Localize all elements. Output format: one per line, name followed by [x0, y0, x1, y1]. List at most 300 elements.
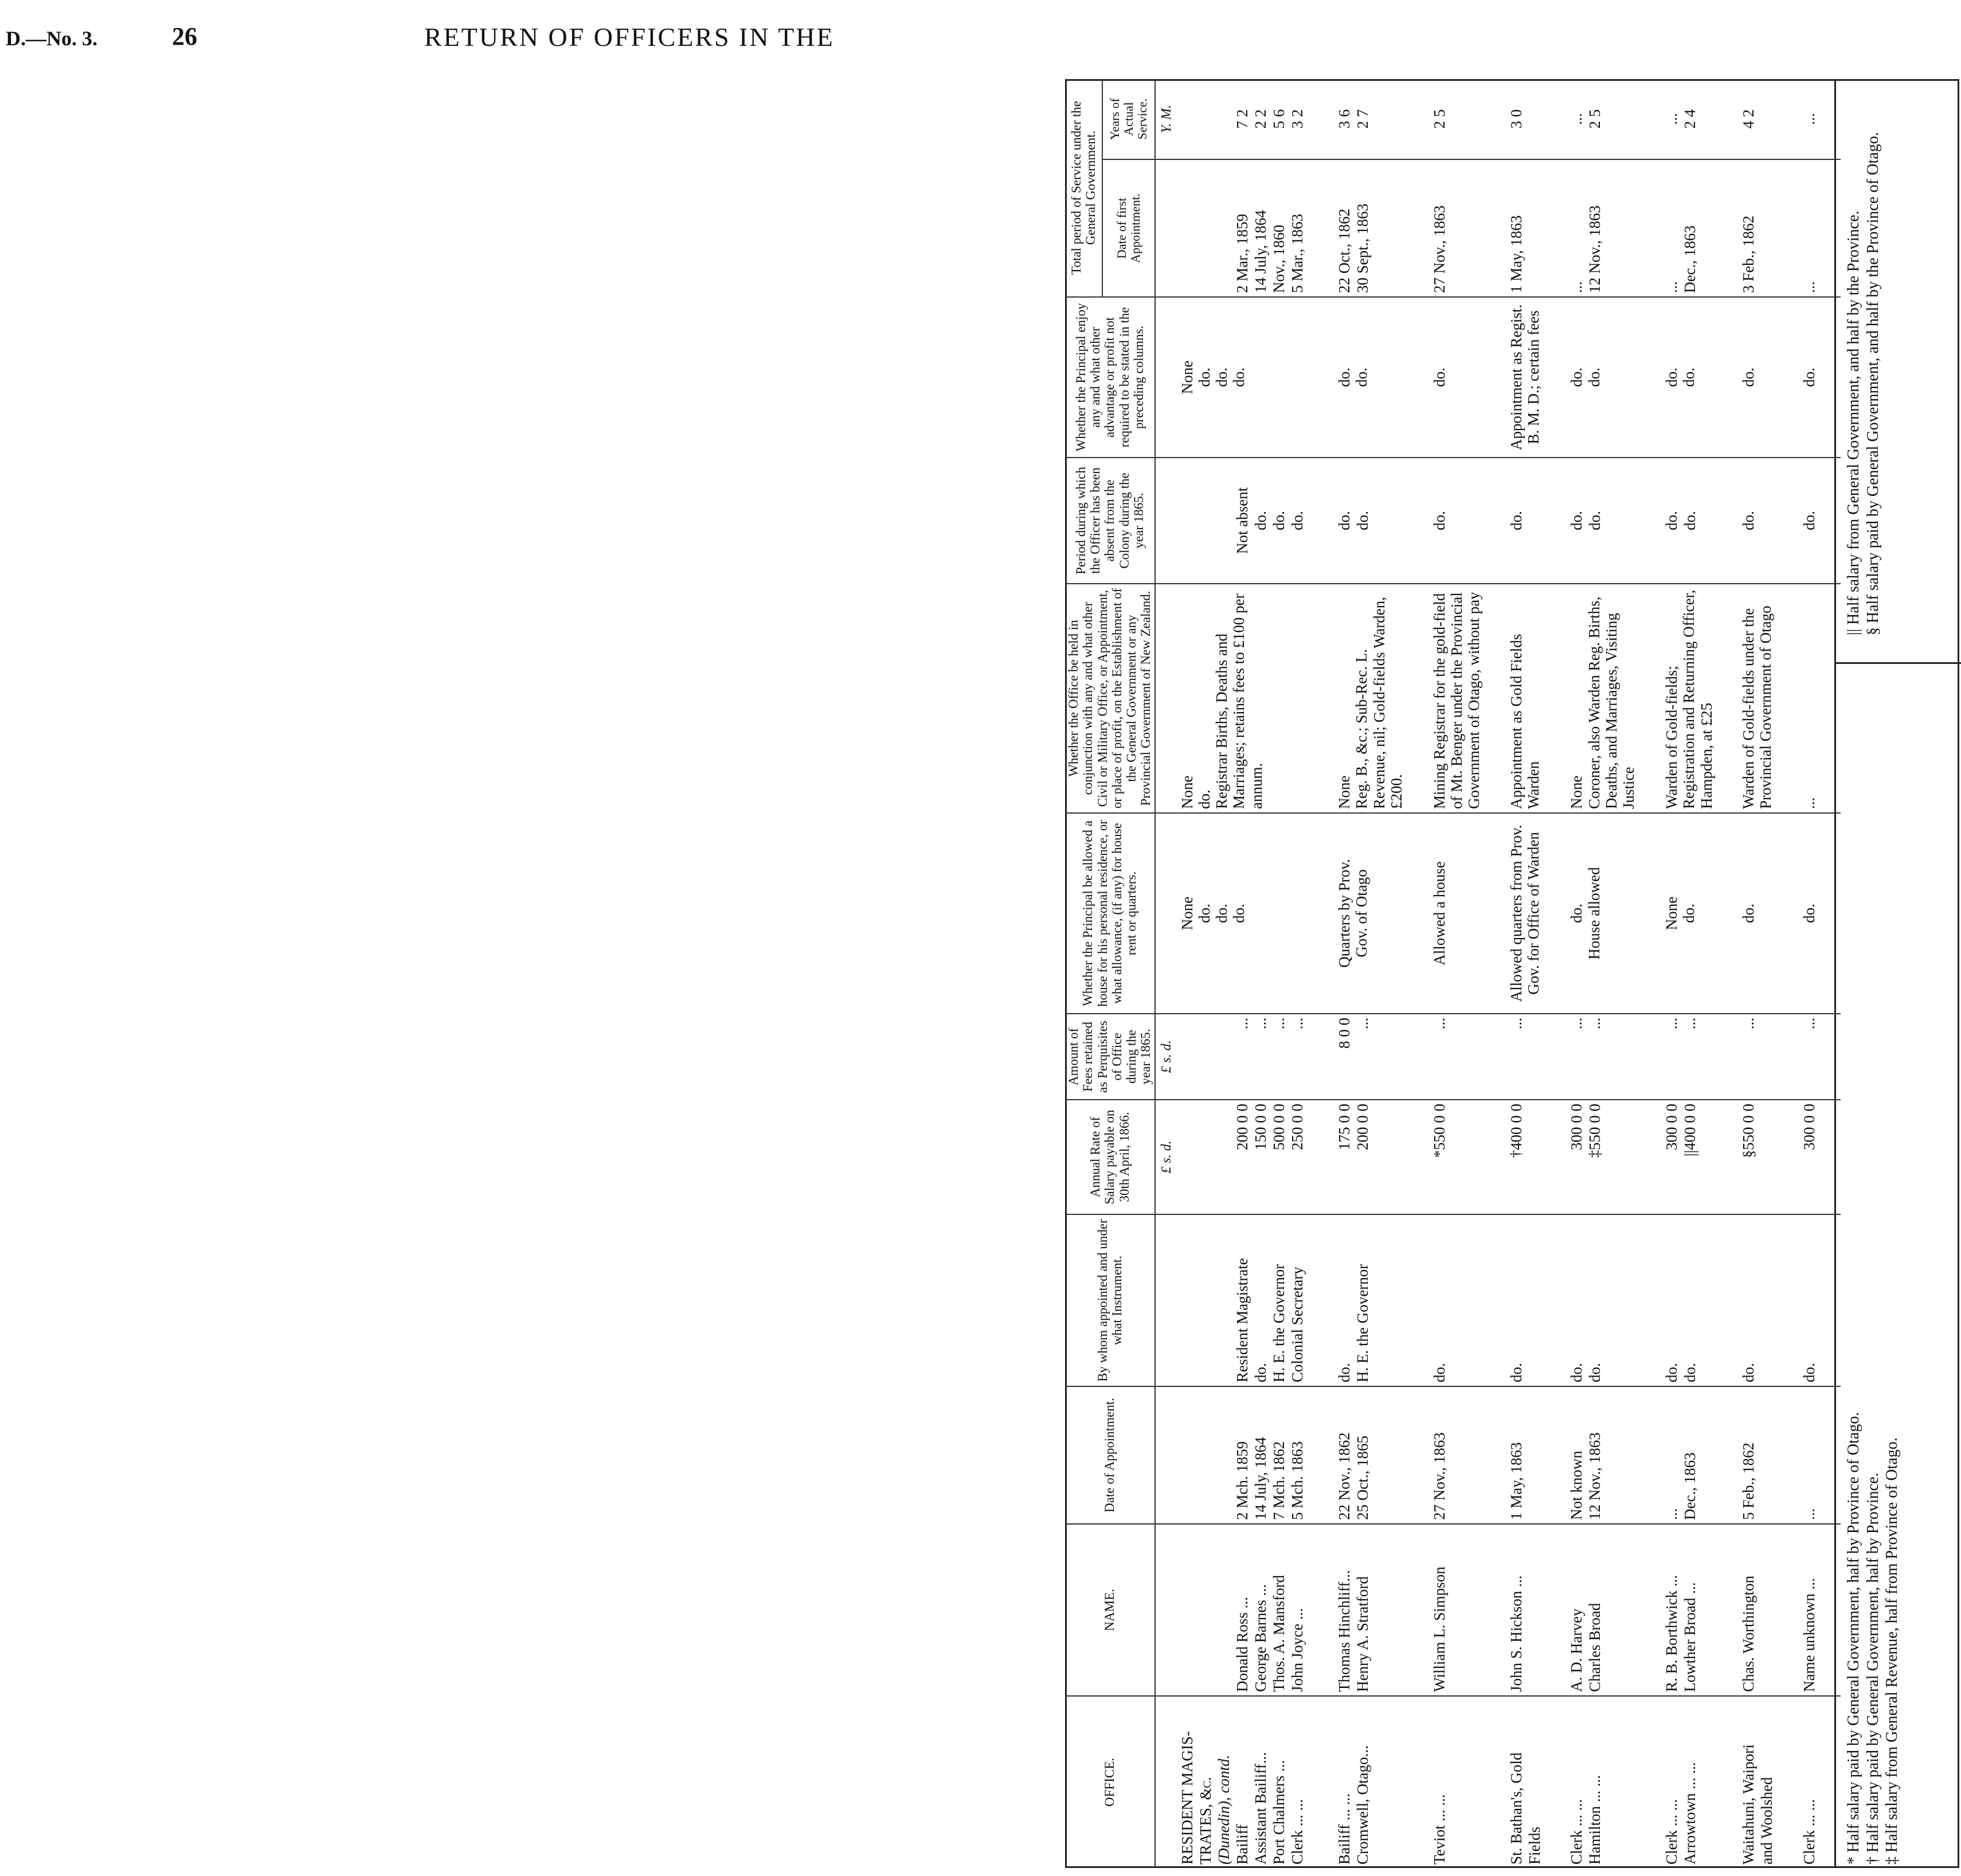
line: Not absent [1233, 487, 1251, 554]
cell-name [1430, 1524, 1487, 1696]
line: Bailiff [1233, 1824, 1251, 1865]
line: do. [1196, 904, 1214, 923]
line [1179, 1018, 1197, 1096]
line [1197, 1528, 1215, 1692]
line: ... [1681, 1018, 1699, 1030]
line: do. [1680, 368, 1698, 387]
line: Clerk ... ... [1663, 1799, 1681, 1865]
line: Donald Ross ... [1233, 1597, 1251, 1692]
col-name: NAME. [1065, 1524, 1155, 1696]
line: Gov. of Otago [1353, 869, 1371, 957]
line: TRATES, &c. [1196, 1777, 1214, 1865]
cell-name [1506, 1524, 1548, 1696]
line: do. [1681, 1363, 1699, 1382]
line: 22 Nov., 1862 [1336, 1432, 1353, 1520]
line: ... [1663, 1018, 1681, 1030]
line: 2 4 [1681, 109, 1699, 129]
line [1215, 1104, 1234, 1210]
line [1215, 462, 1234, 580]
line: do. [1568, 1363, 1586, 1382]
cell-office [1567, 1696, 1642, 1868]
cell-date [1799, 1386, 1821, 1524]
line: ... [1354, 1018, 1372, 1030]
cell-by-whom [1739, 1214, 1780, 1386]
cell-years [1177, 79, 1315, 159]
cell-first-appt [1799, 159, 1821, 297]
line: do. [1800, 368, 1818, 387]
cell-years [1567, 79, 1642, 159]
cell-fees [1662, 1014, 1719, 1100]
line: do. [1354, 511, 1372, 530]
cell-salary [1506, 1100, 1548, 1214]
line: Henry A. Stratford [1354, 1576, 1372, 1692]
line: Arrowtown ... ... [1681, 1762, 1699, 1865]
cell-name [1662, 1524, 1719, 1696]
cell-conjunction [1739, 584, 1780, 813]
cell-name [1177, 1524, 1315, 1696]
line: None [1178, 360, 1196, 394]
line: *550 0 0 [1430, 1104, 1448, 1158]
cell-absent [1177, 458, 1315, 584]
line: 5 Mch. 1863 [1288, 1441, 1306, 1520]
line: H. E. the Governor [1354, 1264, 1372, 1382]
line: 3 2 [1288, 109, 1306, 129]
footnote-double-dagger: ‡ Half salary from General Revenue, half from Province of Otago. [1883, 1437, 1901, 1865]
line: do. [1681, 511, 1699, 530]
line: John Joyce ... [1288, 1608, 1306, 1692]
cell-absent [1799, 458, 1821, 584]
page-number: 26 [172, 22, 197, 50]
page-title: RETURN OF OFFICERS IN THE [424, 22, 835, 52]
line: ... [1586, 1018, 1604, 1030]
line [1197, 1104, 1215, 1210]
line: do. [1336, 1363, 1353, 1382]
line: do. [1585, 368, 1603, 387]
table-row [1739, 79, 1780, 1868]
line: do. [1800, 904, 1818, 923]
line: ... [1568, 1018, 1586, 1030]
unit-fees: £ s. d. [1155, 1014, 1177, 1100]
cell-first-appt [1334, 159, 1410, 297]
unit-years: Y. M. [1158, 104, 1174, 134]
cell-first-appt [1177, 159, 1315, 297]
line: Name unknown ... [1800, 1578, 1818, 1692]
line [1215, 1018, 1234, 1096]
cell-conjunction [1334, 584, 1410, 813]
line: 200 0 0 [1354, 1104, 1372, 1150]
table-row [1799, 79, 1821, 1868]
line: and Woolshed [1758, 1777, 1775, 1865]
line: Waitahuni, Waipori [1739, 1744, 1757, 1865]
line: Allowed a house [1430, 861, 1448, 966]
line: †400 0 0 [1507, 1104, 1525, 1158]
line: ... [1663, 1508, 1681, 1520]
cell-advantage [1177, 297, 1315, 458]
cell-salary [1662, 1100, 1719, 1214]
line: 7 2 [1233, 109, 1251, 129]
cell-office [1177, 1696, 1315, 1868]
line: ||400 0 0 [1681, 1104, 1699, 1156]
line: 500 0 0 [1270, 1104, 1287, 1150]
cell-house [1506, 813, 1548, 1014]
col-total-service: Total period of Service under the General Government. [1065, 79, 1102, 297]
cell-house [1799, 813, 1821, 1014]
line: Port Chalmers ... [1270, 1760, 1287, 1865]
line [1179, 1390, 1197, 1520]
line [1197, 1018, 1215, 1096]
cell-date [1662, 1386, 1719, 1524]
line: Chas. Worthington [1739, 1576, 1757, 1692]
row-spacer [1315, 79, 1334, 1868]
row-spacer [1410, 79, 1430, 1868]
line: Teviot ... ... [1430, 1794, 1448, 1865]
line: 2 2 [1251, 109, 1269, 129]
cell-advantage [1506, 297, 1548, 458]
line: Appointment as Regist. B. M. D.; certain fees [1507, 304, 1542, 451]
line: ... [1507, 1018, 1525, 1030]
cell-years [1334, 79, 1410, 159]
cell-office [1430, 1696, 1487, 1868]
cell-date [1430, 1386, 1487, 1524]
row-spacer [1821, 79, 1841, 1868]
cell-by-whom [1567, 1214, 1642, 1386]
line: 300 0 0 [1568, 1104, 1586, 1150]
line: do. [1586, 511, 1604, 530]
line [1215, 1218, 1234, 1382]
line: Cromwell, Otago... [1354, 1745, 1372, 1865]
line: do. [1213, 904, 1231, 923]
line: 5 Feb., 1862 [1739, 1443, 1757, 1520]
line: ... [1430, 1018, 1448, 1030]
line: do. [1568, 368, 1586, 387]
cell-date [1739, 1386, 1780, 1524]
row-spacer [1719, 79, 1739, 1868]
cell-absent [1567, 458, 1642, 584]
line: §550 0 0 [1739, 1104, 1757, 1158]
row-spacer [1487, 79, 1506, 1868]
col-advantage: Whether the Principal enjoy any and what other advantage or profit not required to be stated in the preceding columns. [1065, 297, 1155, 458]
line: William L. Simpson [1430, 1566, 1448, 1692]
line: Dec., 1863 [1681, 225, 1699, 293]
cell-absent [1739, 458, 1780, 584]
cell-house [1177, 813, 1315, 1014]
line: Warden of Gold-fields; Registration and Returning Officer, Hampden, at £25 [1663, 589, 1715, 809]
line: A. D. Harvey [1568, 1608, 1586, 1692]
line: 12 Nov., 1863 [1586, 1432, 1604, 1520]
cell-years [1739, 79, 1780, 159]
cell-salary [1799, 1100, 1821, 1214]
line: 300 0 0 [1800, 1104, 1818, 1150]
line: do. [1800, 511, 1818, 530]
line: 3 0 [1507, 109, 1525, 129]
cell-name [1739, 1524, 1780, 1696]
line: ... [1270, 1018, 1287, 1030]
line: 27 Nov., 1863 [1430, 205, 1448, 293]
cell-salary [1739, 1100, 1780, 1214]
col-conjunction: Whether the Office be held in conjunction with any and what other Civil or Military Office, or Appointment, or place of profit, on the Establishment of the General Government or any Provincial Government of New Zealand. [1065, 584, 1155, 813]
cell-office [1799, 1696, 1821, 1868]
line: Appointment as Gold Fields Warden [1507, 634, 1542, 809]
row-spacer [1642, 79, 1662, 1868]
cell-conjunction [1177, 584, 1315, 813]
cell-absent [1334, 458, 1410, 584]
cell-house [1430, 813, 1487, 1014]
cell-salary [1334, 1100, 1410, 1214]
line: Registrar Births, Deaths and Marriages; retains fees to £100 per annum. [1213, 593, 1265, 809]
cell-salary [1177, 1100, 1315, 1214]
line: ... [1568, 113, 1586, 125]
line [1197, 83, 1215, 155]
cell-conjunction [1506, 584, 1548, 813]
footnote-parallel: || Half salary from General Government, and half by the Province. [1845, 210, 1862, 635]
line [1197, 1218, 1215, 1382]
line: Colonial Secretary [1288, 1267, 1306, 1382]
line: 175 0 0 [1336, 1104, 1353, 1150]
cell-fees [1177, 1014, 1315, 1100]
line: None [1178, 775, 1196, 809]
line: None [1336, 775, 1353, 809]
line [1179, 163, 1197, 293]
cell-salary [1430, 1100, 1487, 1214]
line [1179, 1528, 1197, 1692]
line: do. [1336, 511, 1353, 530]
line: ‡550 0 0 [1586, 1104, 1604, 1158]
line: 1 May, 1863 [1507, 215, 1525, 293]
line: ... [1251, 1018, 1269, 1030]
col-absent: Period during which the Officer has been absent from the Colony during the year 1865. [1065, 458, 1155, 584]
line: ... [1800, 1018, 1818, 1030]
line: do. [1430, 511, 1448, 530]
cell-by-whom [1662, 1214, 1719, 1386]
line: do. [1568, 511, 1586, 530]
line: do. [1213, 368, 1231, 387]
line: do. [1288, 511, 1306, 530]
line: 22 Oct., 1862 [1336, 209, 1353, 293]
line: 250 0 0 [1288, 1104, 1306, 1150]
col-years-service: Years of Actual Service. [1102, 79, 1155, 159]
line: do. [1430, 368, 1448, 387]
line: 5 6 [1270, 109, 1287, 129]
rotated-return-table [1065, 79, 1959, 1868]
line: do. [1507, 511, 1525, 530]
line: do. [1739, 1363, 1757, 1382]
cell-advantage [1799, 297, 1821, 458]
cell-conjunction [1430, 584, 1487, 813]
line: Thos. A. Mansford [1270, 1575, 1287, 1692]
line: ... [1800, 281, 1818, 293]
cell-fees [1334, 1014, 1410, 1100]
footnotes-area [1834, 79, 1901, 1868]
line [1215, 1528, 1234, 1692]
line: ... [1739, 1018, 1757, 1030]
cell-office [1334, 1696, 1410, 1868]
line: do. [1663, 511, 1681, 530]
cell-office [1506, 1696, 1548, 1868]
cell-advantage [1739, 297, 1780, 458]
line: Hamilton ... ... [1586, 1775, 1604, 1865]
line: John S. Hickson ... [1507, 1575, 1525, 1692]
line: Warden of Gold-fields under the Provincial Government of Otago [1739, 605, 1775, 809]
line: George Barnes ... [1251, 1584, 1269, 1692]
cell-by-whom [1430, 1214, 1487, 1386]
line: do. [1739, 368, 1757, 387]
cell-absent [1662, 458, 1719, 584]
line: Clerk ... ... [1288, 1799, 1306, 1865]
footnotes-left [1844, 947, 1902, 1865]
line: do. [1196, 368, 1214, 387]
line: H. E. the Governor [1270, 1264, 1287, 1382]
line: Nov., 1860 [1270, 225, 1287, 293]
col-fees: Amount of Fees retained as Perquisites of Office during the year 1865. [1065, 1014, 1155, 1100]
line [1197, 462, 1215, 580]
cell-years [1430, 79, 1487, 159]
line: 8 0 0 [1336, 1018, 1353, 1049]
line [1197, 1390, 1215, 1520]
cell-conjunction [1662, 584, 1719, 813]
line: 3 Feb., 1862 [1739, 216, 1757, 293]
line [1179, 83, 1197, 155]
line: do. [1230, 368, 1248, 387]
line: 2 Mch. 1859 [1233, 1441, 1251, 1520]
col-house: Whether the Principal be allowed a house for his personal residence, or what allowance, (if any) for house rent or quarters. [1065, 813, 1155, 1014]
cell-advantage [1567, 297, 1642, 458]
line: Coroner, also Warden Reg. Births, Deaths, and Marriages, Visiting Justice [1585, 596, 1638, 809]
cell-date [1506, 1386, 1548, 1524]
line: ... [1288, 1018, 1306, 1030]
line: 25 Oct., 1865 [1354, 1436, 1372, 1520]
table-row [1506, 79, 1548, 1868]
line: 1 May, 1863 [1507, 1442, 1525, 1520]
footnote-section: § Half salary paid by General Government, and half by the Province of Otago. [1864, 132, 1882, 635]
line: do. [1739, 511, 1757, 530]
footnote-dagger: † Half salary paid by General Government, half by Province. [1864, 1472, 1882, 1865]
col-date-appointment: Date of Appointment. [1065, 1386, 1155, 1524]
cell-first-appt [1506, 159, 1548, 297]
table-row [1334, 79, 1410, 1868]
cell-first-appt [1662, 159, 1719, 297]
line: do. [1270, 511, 1287, 530]
cell-name [1567, 1524, 1642, 1696]
line: 2 5 [1586, 109, 1604, 129]
cell-absent [1430, 458, 1487, 584]
line: do. [1336, 368, 1353, 387]
cell-house [1739, 813, 1780, 1014]
line: Fields [1525, 1826, 1543, 1865]
line: None [1178, 896, 1196, 931]
footnote-star: * Half salary paid by General Government, half by Province of Otago. [1845, 1412, 1862, 1865]
line: 4 2 [1739, 109, 1757, 129]
line: 12 Nov., 1863 [1586, 205, 1604, 293]
cell-house [1334, 813, 1410, 1014]
line [1215, 83, 1234, 155]
officers-table [1065, 79, 1841, 1868]
line: 2 Mar., 1859 [1233, 214, 1251, 293]
cell-date [1177, 1386, 1315, 1524]
col-office: OFFICE. [1065, 1696, 1155, 1868]
unit-salary: £ s. d. [1155, 1100, 1177, 1214]
line: 2 7 [1354, 109, 1372, 129]
cell-first-appt [1567, 159, 1642, 297]
line: do. [1507, 1363, 1525, 1382]
footnotes-right [1844, 85, 1882, 635]
line: R. B. Borthwick ... [1663, 1574, 1681, 1692]
cell-office [1662, 1696, 1719, 1868]
row-spacer [1547, 79, 1567, 1868]
footnote-divider [1836, 662, 1961, 664]
table-row [1430, 79, 1487, 1868]
line: Lowther Broad ... [1681, 1582, 1699, 1692]
line: None [1663, 896, 1681, 931]
cell-first-appt [1430, 159, 1487, 297]
cell-first-appt [1739, 159, 1780, 297]
line: 200 0 0 [1233, 1104, 1251, 1150]
line: Clerk ... ... [1800, 1799, 1818, 1865]
line: ... [1233, 1018, 1251, 1030]
cell-house [1567, 813, 1642, 1014]
cell-by-whom [1799, 1214, 1821, 1386]
cell-advantage [1334, 297, 1410, 458]
cell-years [1506, 79, 1548, 159]
line: do. [1196, 790, 1214, 809]
table-row [1177, 79, 1315, 1868]
cell-fees [1567, 1014, 1642, 1100]
line: Quarters by Prov. [1336, 859, 1353, 968]
line: House allowed [1585, 867, 1603, 960]
line [1215, 163, 1234, 293]
line: Mining Registrar for the gold-field of Mt. Benger under the Provincial Government of Otago, without pay [1430, 592, 1483, 809]
line: Resident Magistrate [1233, 1258, 1251, 1382]
line: ... [1663, 281, 1681, 293]
line: 5 Mar., 1863 [1288, 214, 1306, 293]
line: Allowed quarters from Prov. Gov. for Office of Warden [1507, 824, 1542, 1002]
document-reference: D.—No. 3. [6, 27, 97, 50]
cell-fees [1739, 1014, 1780, 1100]
line: do. [1739, 904, 1757, 923]
line: 3 6 [1336, 109, 1353, 129]
line: Bailiff ... ... [1336, 1793, 1353, 1865]
line: Dec., 1863 [1681, 1452, 1699, 1520]
cell-date [1334, 1386, 1410, 1524]
line: Charles Broad [1586, 1603, 1604, 1692]
col-first-appointment: Date of first Appointment. [1102, 159, 1155, 297]
line: 2 5 [1430, 109, 1448, 129]
line: do. [1430, 1363, 1448, 1382]
line: Not known [1568, 1451, 1586, 1520]
line: Assistant Bailiff... [1251, 1752, 1269, 1865]
line: do. [1586, 1363, 1604, 1382]
line: Reg. B., &c.; Sub-Rec. L. Revenue, nil; Gold-fields Warden, £200. [1353, 597, 1405, 809]
line: do. [1663, 1363, 1681, 1382]
line: ... [1663, 113, 1681, 125]
line: Thomas Hinchliff... [1336, 1570, 1353, 1692]
cell-fees [1430, 1014, 1487, 1100]
col-salary: Annual Rate of Salary payable on 30th April, 1866. [1065, 1100, 1155, 1214]
line: 7 Mch. 1862 [1270, 1441, 1287, 1520]
cell-by-whom [1334, 1214, 1410, 1386]
line: (Dunedin), contd. [1215, 1754, 1232, 1865]
cell-by-whom [1506, 1214, 1548, 1386]
line: 300 0 0 [1663, 1104, 1681, 1150]
line: 150 0 0 [1251, 1104, 1269, 1150]
line: do. [1251, 511, 1269, 530]
line [1179, 1218, 1197, 1382]
line: 27 Nov., 1863 [1430, 1432, 1448, 1520]
cell-years [1662, 79, 1719, 159]
line [1197, 163, 1215, 293]
line: RESIDENT MAGIS- [1178, 1731, 1196, 1865]
line: do. [1800, 1363, 1818, 1382]
cell-office [1739, 1696, 1780, 1868]
